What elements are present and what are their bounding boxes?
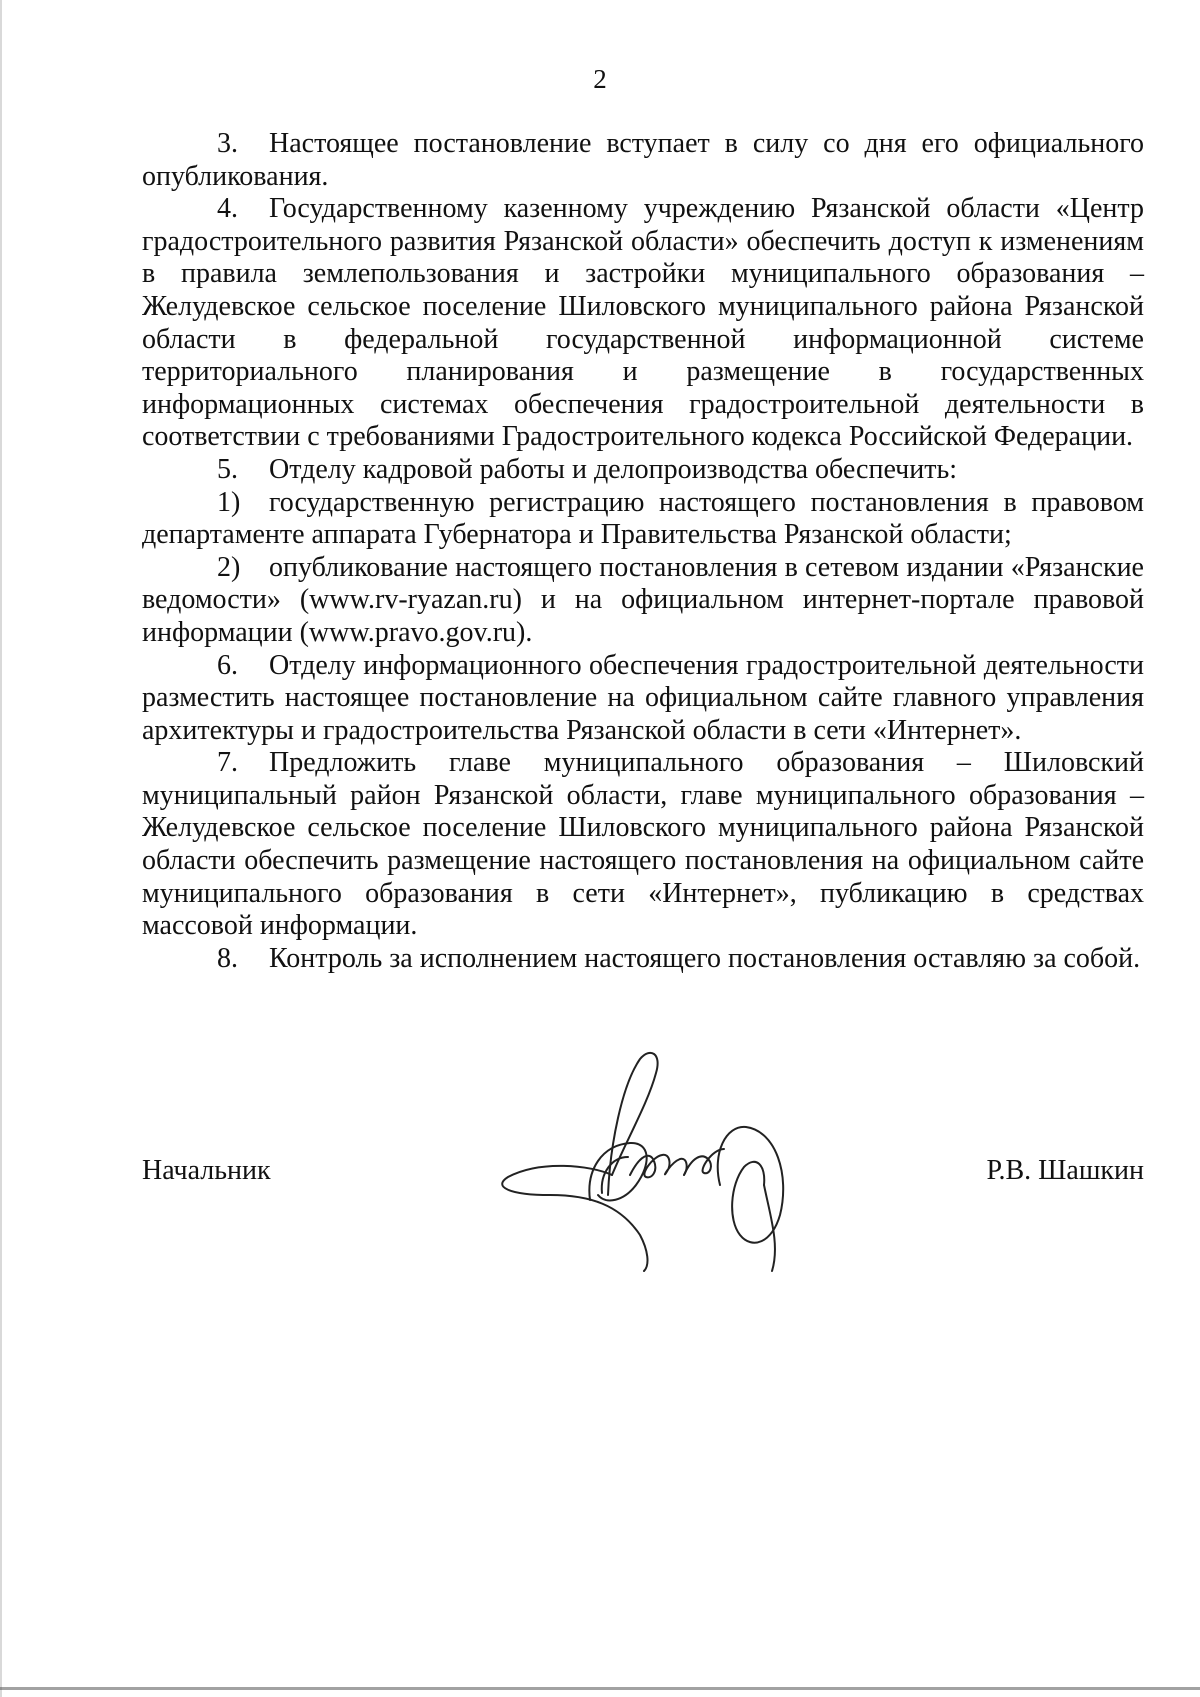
paragraph-number: 3. — [217, 128, 238, 159]
paragraph-4 — [142, 193, 1144, 454]
paragraph-number: 6. — [217, 649, 238, 681]
paragraph-number: 7. — [217, 747, 238, 779]
paragraph-number: 8. — [217, 942, 238, 974]
paragraph-3 — [142, 128, 1144, 193]
document-body — [142, 128, 1144, 975]
paragraph-6 — [142, 650, 1144, 748]
subparagraph-2 — [142, 552, 1144, 650]
paragraph-number: 2) — [217, 551, 241, 583]
paragraph-text: Предложить главе муниципального образования – Шиловский муниципальный район Рязанской области, главе муниципального образования – Желудевское сельское поселение Шиловского муниципального района Рязанской области обеспечить размещение настоящего постановления на официальном сайте муниципального образования в сети «Интернет», публикацию в средствах массовой информации. — [142, 747, 1144, 942]
signature-block — [142, 1155, 1144, 1195]
paragraph-text: государственную регистрацию настоящего постановления в правовом департаменте аппарата Губернатора и Правительства Рязанской области; — [142, 486, 1144, 551]
scan-edge — [0, 0, 2, 1697]
page-number: 2 — [593, 64, 607, 94]
paragraph-text: опубликование настоящего постановления в сетевом издании «Рязанские ведомости» (www.rv-ryazan.ru) и на официальном интернет-портале правовой информации (www.pravo.gov.ru). — [142, 551, 1144, 648]
paragraph-7 — [142, 747, 1144, 943]
paragraph-number: 1) — [217, 486, 241, 518]
paragraph-5 — [142, 454, 1144, 487]
paragraph-number: 4. — [217, 193, 238, 225]
subparagraph-1 — [142, 487, 1144, 552]
paragraph-text: Отделу кадровой работы и делопроизводства обеспечить: — [269, 453, 958, 485]
paragraph-text: Отделу информационного обеспечения градостроительной деятельности разместить настоящее постановление на официальном сайте главного управления архитектуры и градостроительства Рязанской области в сети «Интернет». — [142, 649, 1144, 746]
signatory-position: Начальник — [142, 1155, 271, 1186]
paragraph-text: Настоящее постановление вступает в силу со дня его официального опубликования. — [142, 128, 1144, 192]
paragraph-text: Государственному казенному учреждению Рязанской области «Центр градостроительного развития Рязанской области» обеспечить доступ к изменениям в правила землепользования и застройки муниципального образования – Желудевское сельское поселение Шиловского муниципального района Рязанской области в федеральной государственной информационной системе территориального планирования и размещение в государственных информационных системах обеспечения градостроительной деятельности в соответствии с требованиями Градостроительного кодекса Российской Федерации. — [142, 193, 1144, 453]
paragraph-8 — [142, 943, 1144, 976]
paragraph-number: 5. — [217, 453, 238, 485]
signatory-name: Р.В. Шашкин — [986, 1155, 1144, 1186]
scan-line — [0, 1687, 1200, 1690]
paragraph-text: Контроль за исполнением настоящего постановления оставляю за собой. — [269, 942, 1141, 974]
